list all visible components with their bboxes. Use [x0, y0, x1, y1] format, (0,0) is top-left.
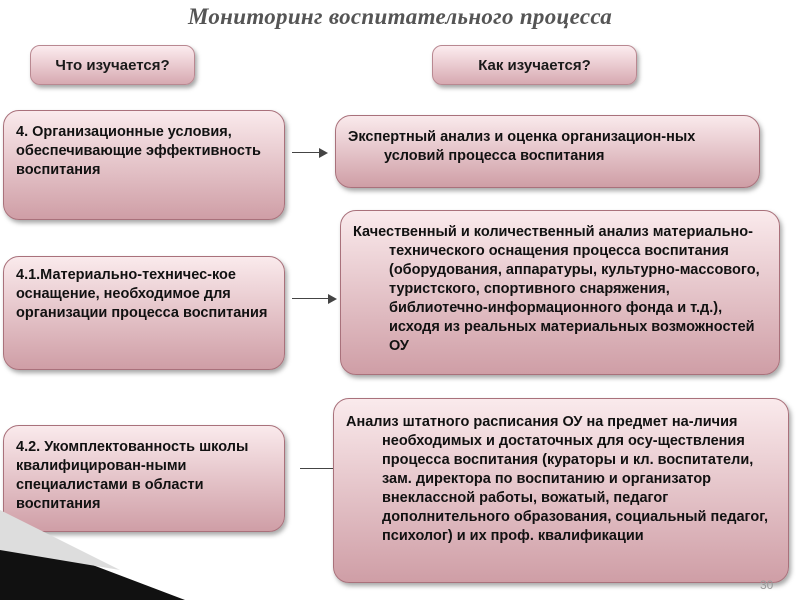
how-text: Экспертный анализ и оценка организацион-ных условий процесса воспитания [348, 129, 696, 164]
header-how-is-studied [432, 45, 637, 85]
header-what-label: Что изучается? [55, 57, 170, 74]
what-text: 4. Организационные условия, обеспечивающие эффективность воспитания [16, 124, 261, 178]
what-box-organizational-conditions [3, 110, 285, 220]
corner-swoosh-decoration [0, 500, 190, 600]
header-how-label: Как изучается? [478, 57, 591, 74]
arrow-row-2 [292, 294, 337, 304]
how-text: Анализ штатного расписания ОУ на предмет на-личия необходимых и достаточных для осу-ществления процесса воспитания (кураторы и кл. воспитатели, зам. директора по воспитанию и организатор внеклассной работы, вожатый, педагог дополнительного образования, социальный педагог, психолог) и их проф. квалификации [346, 414, 769, 544]
header-what-is-studied [30, 45, 195, 85]
what-text: 4.2. Укомплектованность школы квалифицирован-ными специалистами в области воспитания [16, 439, 249, 512]
how-box-expert-analysis [335, 115, 760, 188]
how-box-material-analysis [340, 210, 780, 375]
what-box-material-equipment [3, 256, 285, 370]
page-number: 30 [760, 578, 774, 592]
arrow-row-1 [292, 148, 328, 158]
what-text: 4.1.Материально-техничес-кое оснащение, необходимое для организации процесса воспитания [16, 267, 268, 321]
slide-title: Мониторинг воспитательного процесса [187, 4, 613, 29]
how-box-staffing-analysis [333, 398, 789, 583]
how-text: Качественный и количественный анализ материально-технического оснащения процесса воспитания (оборудования, аппаратуры, культурно-массового, туристского, спортивного снаряжения, библиотечно-информационного фонда и т.д.), исходя из реальных материальных возможностей ОУ [353, 224, 760, 354]
